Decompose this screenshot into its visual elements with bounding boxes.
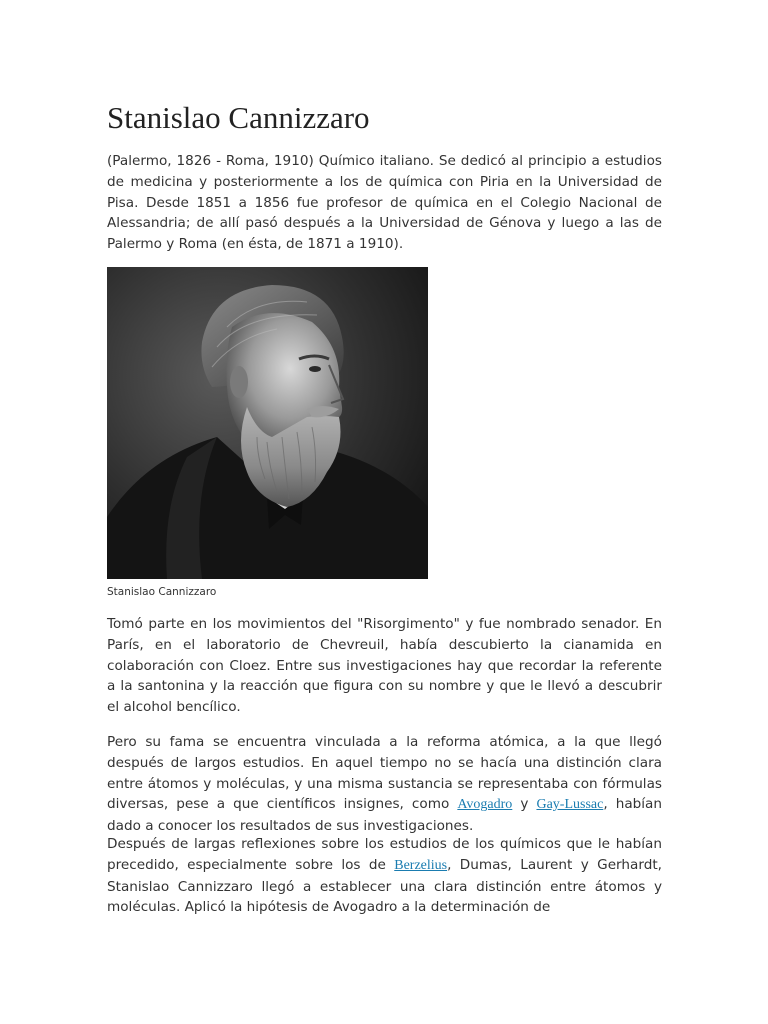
- text-segment: Pero su fama se encuentra vinculada a la reforma atómica, a la que llegó después de largos estudios. En aquel tiempo no se hacía una distinción clara entre átomos y moléculas, y una misma sustancia se representaba con fórmulas diversas, pese a que científicos insignes, como: [107, 734, 662, 813]
- text-segment: , habían dado a conocer los resultados de sus investigaciones.: [107, 796, 662, 835]
- paragraph-reflections: [107, 834, 662, 918]
- intro-paragraph: (Palermo, 1826 - Roma, 1910) Químico italiano. Se dedicó al principio a estudios de medicina y posteriormente a los de química con Piria en la Universidad de Pisa. Desde 1851 a 1856 fue profesor de química en el Colegio Nacional de Alessandria; de allí pasó después a la Universidad de Génova y luego a las de Palermo y Roma (en ésta, de 1871 a 1910).: [107, 153, 662, 253]
- text-segment: Después de largas reflexiones sobre los estudios de los químicos que le habían precedido, especialmente sobre los de: [107, 836, 662, 873]
- portrait-image: [107, 267, 428, 579]
- paragraph-atomic-reform: [107, 732, 662, 837]
- page-title: Stanislao Cannizzaro: [107, 100, 370, 135]
- image-caption: Stanislao Cannizzaro: [107, 586, 217, 598]
- paragraph-risorgimento: Tomó parte en los movimientos del "Risorgimento" y fue nombrado senador. En París, en el laboratorio de Chevreuil, había descubierto la cianamida en colaboración con Cloez. Entre sus investigaciones hay que recordar la referente a la santonina y la reacción que figura con su nombre y que le llevó a descubrir el alcohol bencílico.: [107, 616, 662, 716]
- gay-lussac-link[interactable]: Gay-Lussac: [536, 797, 604, 813]
- text-segment: y: [512, 796, 537, 813]
- text-segment: , Dumas, Laurent y Gerhardt, Stanislao Cannizzaro llegó a establecer una clara distinción entre átomos y moléculas. Aplicó la hipótesis de Avogadro a la determinación de: [107, 856, 662, 916]
- avogadro-link[interactable]: Avogadro: [457, 797, 513, 813]
- berzelius-link[interactable]: Berzelius: [394, 857, 448, 873]
